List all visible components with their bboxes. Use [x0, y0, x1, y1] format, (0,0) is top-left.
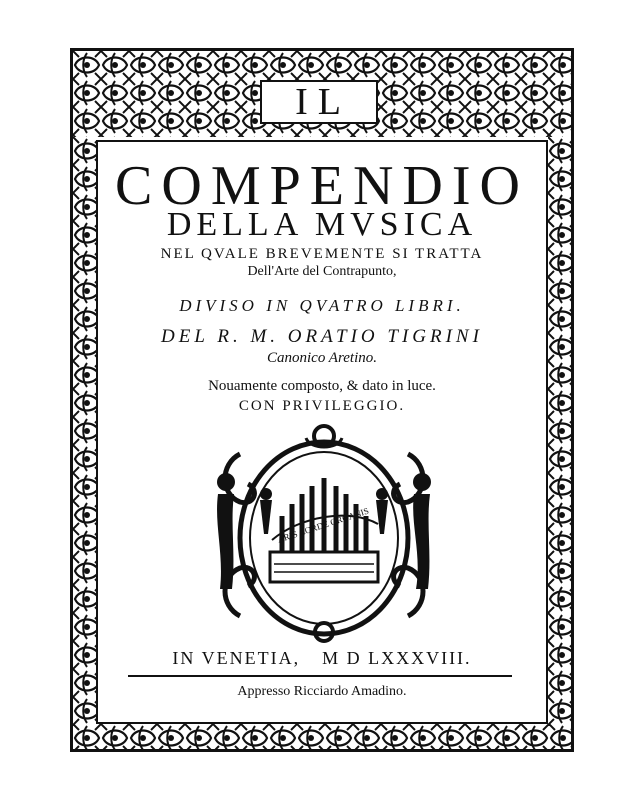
subtitle-line-2: Dell'Arte del Contrapunto,: [247, 264, 397, 279]
author-line: DEL R. M. ORATIO TIGRINI: [161, 326, 483, 347]
imprint-line: [96, 648, 548, 669]
emblem-banner-text: ARIS CORDE ORGANIS: [276, 505, 371, 545]
printer-line: Appresso Ricciardo Amadino.: [237, 684, 407, 699]
imprint-place: IN VENETIA,: [172, 648, 301, 668]
privilege-note: CON PRIVILEGGIO.: [238, 398, 406, 414]
ornament-band-right: [548, 137, 571, 726]
publication-note: Nouamente composto, & dato in luce.: [208, 378, 436, 394]
imprint-year: M D LXXXVIII.: [322, 648, 472, 668]
title-sub: DELLA MVSICA: [166, 206, 478, 243]
division-note: DIVISO IN QVATRO LIBRI.: [179, 296, 465, 315]
heading-box: [260, 80, 378, 124]
organ-emblem-icon: [210, 424, 438, 646]
imprint-rule: [128, 675, 512, 677]
subtitle-line-1: NEL QVALE BREVEMENTE SI TRATTA: [160, 246, 484, 262]
author-title: Canonico Aretino.: [267, 350, 377, 366]
title-main: COMPENDIO: [115, 155, 529, 217]
ornament-band-left: [73, 137, 96, 726]
ornament-band-bottom: [73, 724, 571, 749]
heading-il: IL: [295, 81, 351, 123]
